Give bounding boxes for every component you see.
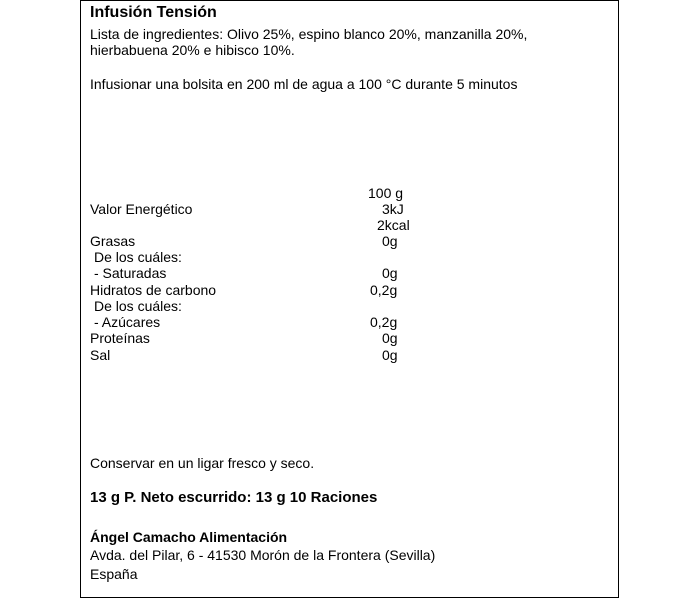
nutrition-label: - Saturadas — [94, 265, 167, 281]
nutrition-label: Sal — [90, 347, 111, 363]
nutrition-label: - Azúcares — [94, 314, 161, 330]
nutrition-label: De los cuáles: — [94, 249, 182, 265]
nutrition-value: 0,2g — [370, 314, 398, 330]
preparation-text: Infusionar una bolsita en 200 ml de agua a 100 °C durante 5 minutos — [90, 76, 518, 92]
nutrition-value: 2kcal — [377, 217, 410, 233]
nutrition-label: Valor Energético — [90, 201, 193, 217]
ingredients-line-1: Lista de ingredientes: Olivo 25%, espino blanco 20%, manzanilla 20%, — [90, 26, 528, 42]
nutrition-label: Grasas — [90, 233, 136, 249]
net-weight: 13 g P. Neto escurrido: 13 g 10 Raciones — [90, 489, 378, 506]
nutrition-value: 0g — [382, 265, 398, 281]
nutrition-value: 0g — [382, 233, 398, 249]
nutrition-value: 0,2g — [370, 282, 398, 298]
storage-text: Conservar en un ligar fresco y seco. — [90, 455, 315, 471]
manufacturer-address: Avda. del Pilar, 6 - 41530 Morón de la Frontera (Sevilla) — [90, 547, 436, 563]
nutrition-column-header: 100 g — [368, 185, 404, 201]
nutrition-label: Proteínas — [90, 330, 150, 346]
nutrition-label: De los cuáles: — [94, 298, 182, 314]
ingredients-line-2: hierbabuena 20% e hibisco 10%. — [90, 42, 295, 58]
manufacturer-name: Ángel Camacho Alimentación — [90, 529, 288, 545]
nutrition-label: Hidratos de carbono — [90, 282, 217, 298]
nutrition-value: 0g — [382, 330, 398, 346]
label-panel — [80, 0, 619, 598]
nutrition-value: 3kJ — [382, 201, 404, 217]
nutrition-value: 0g — [382, 347, 398, 363]
product-title: Infusión Tensión — [90, 4, 217, 21]
manufacturer-country: España — [90, 566, 138, 582]
